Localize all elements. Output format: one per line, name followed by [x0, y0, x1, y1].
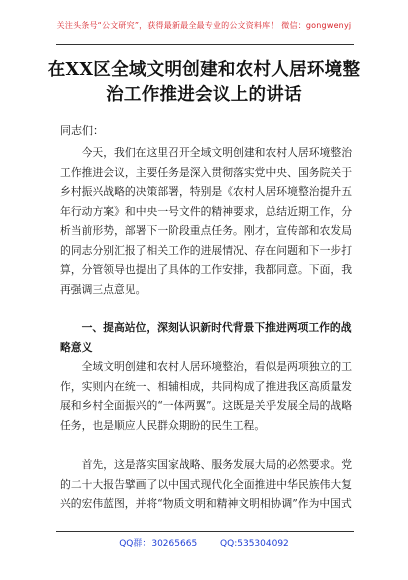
body-paragraph: 首先，这是落实国家战略、服务发展大局的必然要求。党的二十大报告擘画了以中国式现代化全面推进中华民族伟大复兴的宏伟蓝图，并将“物质文明和精神文明相协调”作为中国式	[60, 458, 352, 510]
header-banner: 关注头条号“公文研究”，获得最新最全最专业的公文资料库！ 微信：gongwenyj	[56, 21, 352, 30]
footer-qq: QQ:535304092	[220, 539, 289, 549]
footer-contact	[0, 536, 408, 549]
section-heading: 一、提高站位，深刻认识新时代背景下推进两项工作的战略意义	[60, 321, 352, 354]
document-title: 在XX区全域文明创建和农村人居环境整治工作推进会议上的讲话	[47, 60, 361, 105]
body-paragraph: 全域文明创建和农村人居环境整治，看似是两项独立的工作，实则内在统一、相辅相成，共同构成了推进我区高质量发展和乡村全面振兴的“一体两翼”。这既是关乎发展全局的战略任务，也是顺应人民群众期盼的民生工程。	[60, 360, 352, 432]
intro-paragraph: 今天，我们在这里召开全域文明创建和农村人居环境整治工作推进会议，主要任务是深入贯彻落实党中央、国务院关于乡村振兴战略的决策部署，特别是《农村人居环境整治提升五年行动方案》和中央一号文件的精神要求，总结近期工作，分析当前形势，部署下一阶段重点任务。刚才，宣传部和农发局的同志分别汇报了相关工作的进展情况、存在问题和下一步打算，分管领导也提出了具体的工作安排，我都同意。下面，我再强调三点意见。	[60, 146, 352, 296]
footer-qq-group: QQ群：30265665	[119, 539, 198, 549]
salutation: 同志们：	[60, 124, 104, 137]
footer-divider	[56, 531, 354, 532]
header-divider	[56, 44, 354, 45]
